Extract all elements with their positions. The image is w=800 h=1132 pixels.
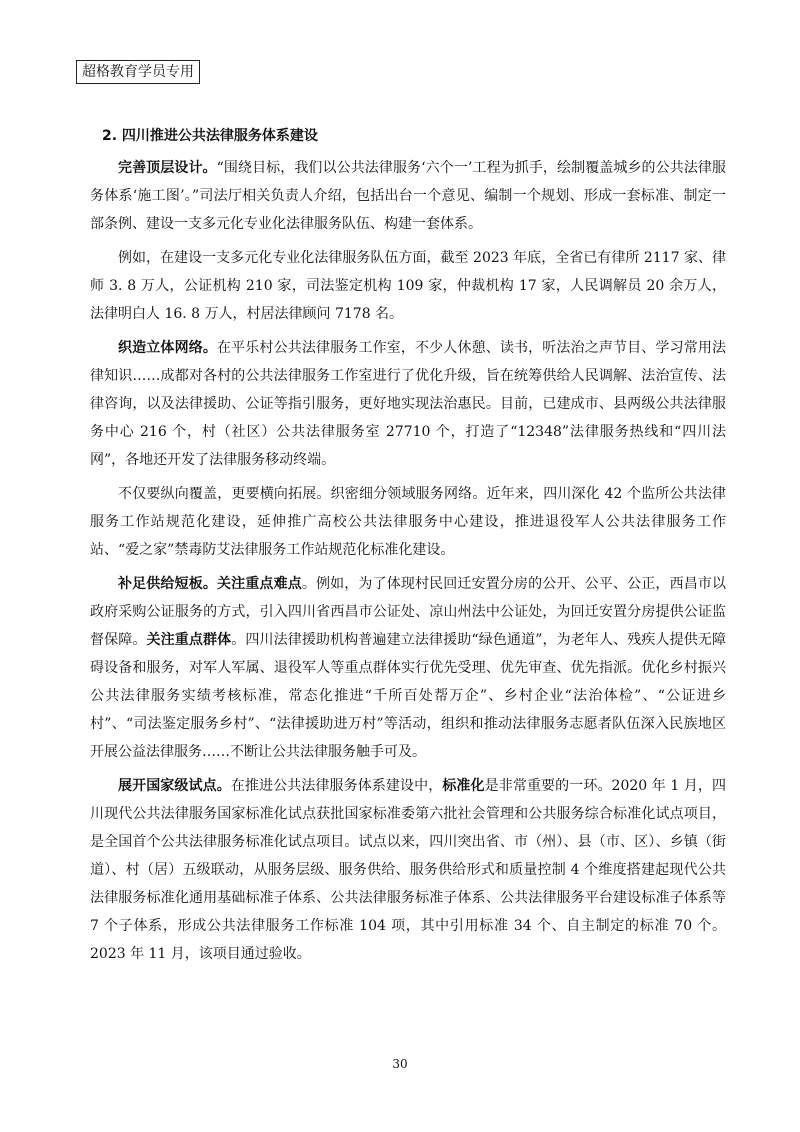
page-number: 30 [392,1057,408,1071]
paragraph-text: 是非常重要的一环。2020 年 1 月，四川现代公共法律服务国家标准化试点获批国家标准委第六批社会管理和公共服务综合标准化试点项目，是全国首个公共法律服务标准化试点项目。试点以来，四川突出省、市（州）、县（市、区）、乡镇（街道）、村（居）五级联动，从服务层级、服务供给、服务供给形式和质量控制 4 个维度搭建起现代公共法律服务标准化通用基础标准子体系、公共法律服务标准子体系、公共法律服务平台建设标准子体系等 7 个子体系，形成公共法律服务工作标准 104 项，其中引用标准 34 个、自主制定的标准 70 个。2023 年 11 月，该项目通过验收。 [90,778,727,962]
paragraph-text: 。例如，为了体现村民回迁安置分房的公开、公平、公正，西昌市以政府采购公证服务的方式，引入四川省西昌市公证处、凉山州法中公证处，为回迁安置分房提供公证监督保障。 [90,576,727,648]
paragraph-horizontal-expansion [90,480,726,564]
paragraph-lead: 关注重点群体 [146,632,232,648]
paragraph-team-example [90,244,726,328]
paragraph-supply-gaps [90,570,726,766]
paragraph-lead: 展开国家级试点。 [118,778,231,794]
paragraph-top-level-design [90,154,726,238]
paragraph-text: 不仅要纵向覆盖，更要横向拓展。织密细分领域服务网络。近年来，四川深化 42 个监所公共法律服务工作站规范化建设，延伸推广高校公共法律服务中心建设，推进退役军人公共法律服务工作站、“爱之家”禁毒防艾法律服务工作站规范化标准化建设。 [90,486,726,558]
paragraph-national-pilot [90,772,726,968]
paragraph-text: 在推进公共法律服务体系建设中， [230,778,443,794]
paragraph-text: 。四川法律援助机构普遍建立法律援助“绿色通道”，为老年人、残疾人提供无障碍设备和服务，对军人军属、退役军人等重点群体实行优先受理、优先审查、优先指派。优化乡村振兴公共法律服务实绩考核标准，常态化推进“千所百处帮万企”、乡村企业“法治体检”、“公证进乡村”、“司法鉴定服务乡村”、“法律援助进万村”等活动，组织和推动法律服务志愿者队伍深入民族地区开展公益法律服务……不断让公共法律服务触手可及。 [90,632,727,760]
paragraph-lead: 标准化 [442,778,485,794]
paragraph-lead: 补足供给短板。 [118,576,217,592]
section-title: 2. 四川推进公共法律服务体系建设 [102,128,318,144]
paragraph-network [90,334,726,474]
paragraph-lead: 完善顶层设计。 [118,160,217,176]
paragraph-lead: 关注重点难点 [217,576,302,592]
document-body [90,126,726,974]
paragraph-text: 例如，在建设一支多元化专业化法律服务队伍方面，截至 2023 年底，全省已有律所 2117 家、律师 3. 8 万人，公证机构 210 家，司法鉴定机构 109 家，仲裁机构 17 家，人民调解员 20 余万人，法律明白人 16. 8 万人，村居法律顾问 7178 名。 [90,250,726,322]
paragraph-lead: 织造立体网络。 [118,340,217,356]
header-stamp: 超格教育学员专用 [76,60,200,84]
paragraph-text: “围绕目标，我们以公共法律服务‘六个一’工程为抓手，绘制覆盖城乡的公共法律服务体系‘施工图’。”司法厅相关负责人介绍，包括出台一个意见、编制一个规划、形成一套标准、制定一部条例、建设一支多元化专业化法律服务队伍、构建一套体系。 [90,160,727,232]
paragraph-text: 在平乐村公共法律服务工作室，不少人休憩、读书，听法治之声节目、学习常用法律知识……成都对各村的公共法律服务工作室进行了优化升级，旨在统筹供给人民调解、法治宣传、法律咨询，以及法律援助、公证等指引服务，更好地实现法治惠民。目前，已建成市、县两级公共法律服务中心 216 个，村（社区）公共法律服务室 27710 个，打造了“12348”法律服务热线和“四川法网”，各地还开发了法律服务移动终端。 [90,340,726,468]
